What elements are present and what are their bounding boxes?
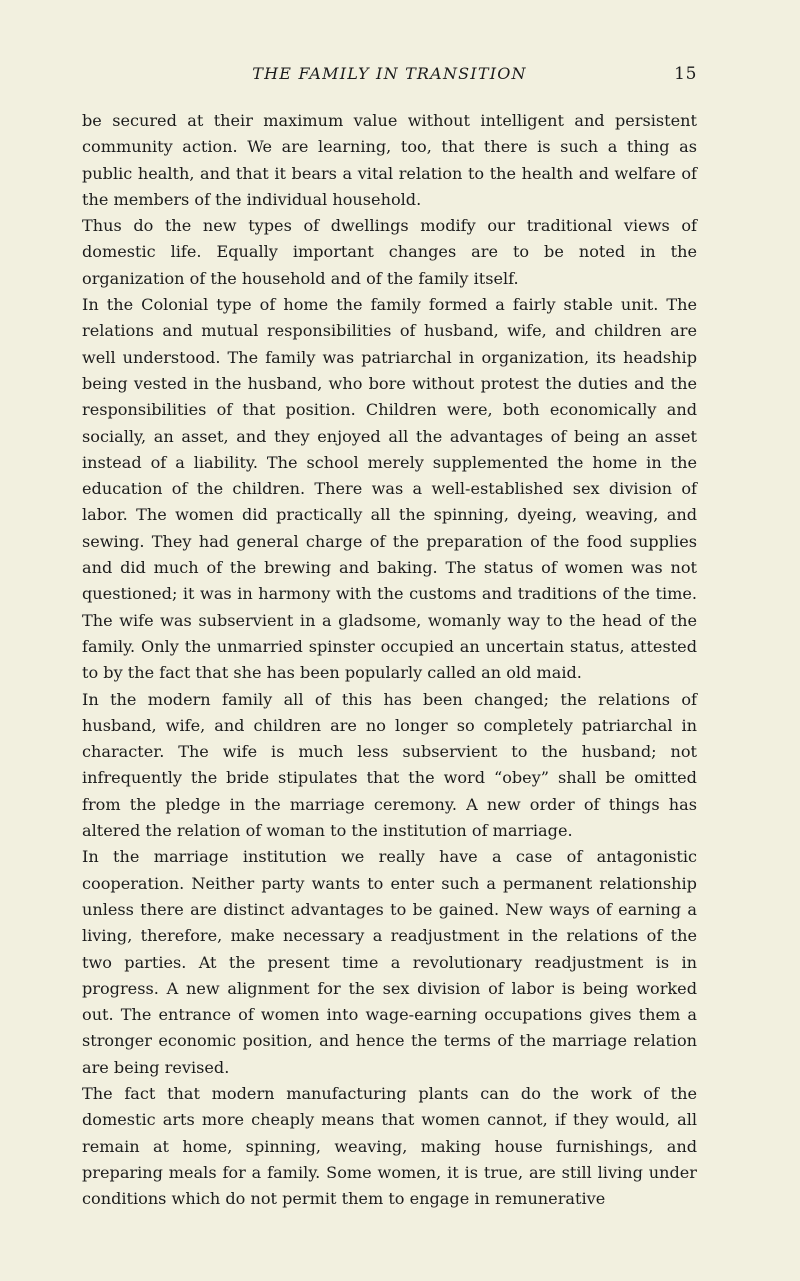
running-head bbox=[82, 60, 697, 96]
paragraph: In the Colonial type of home the family formed a fairly stable unit. The relations and mutual responsibilities of husband, wife, and children are well understood. The family was patriarchal in organization, its headship being vested in the husband, who bore without protest the duties and the responsibilities of that position. Children were, both economically and socially, an asset, and they enjoyed all the advantages of being an asset instead of a liability. The school merely supplemented the home in the education of the children. There was a well-established sex division of labor. The women did practically all the spinning, dyeing, weaving, and sewing. They had general charge of the preparation of the food supplies and did much of the brewing and baking. The status of women was not questioned; it was in harmony with the customs and traditions of the time. The wife was subservient in a gladsome, womanly way to the head of the family. Only the unmarried spinster occupied an uncertain status, attested to by the fact that she has been popularly called an old maid. bbox=[82, 295, 697, 683]
body-text bbox=[82, 108, 697, 1212]
running-title: THE FAMILY IN TRANSITION bbox=[252, 64, 527, 83]
page-number: 15 bbox=[674, 64, 697, 84]
book-page bbox=[82, 60, 697, 1212]
paragraph: be secured at their maximum value without intelligent and persistent community action. We are learning, too, that there is such a thing as public health, and that it bears a vital relation to the health and welfare of the members of the individual household. bbox=[82, 111, 697, 209]
paragraph: Thus do the new types of dwellings modify our traditional views of domestic life. Equally important changes are to be noted in the organization of the household and of the family itself. bbox=[82, 216, 697, 288]
paragraph: The fact that modern manufacturing plants can do the work of the domestic arts more cheaply means that women cannot, if they would, all remain at home, spinning, weaving, making house furnishings, and preparing meals for a family. Some women, it is true, are still living under conditions which do not permit them to engage in remunerative bbox=[82, 1083, 697, 1209]
paragraph: In the modern family all of this has been changed; the relations of husband, wife, and children are no longer so completely patriarchal in character. The wife is much less subservient to the husband; not infrequently the bride stipulates that the word “obey” shall be omitted from the pledge in the marriage ceremony. A new order of things has altered the relation of woman to the institution of marriage. bbox=[82, 689, 697, 841]
paragraph: In the marriage institution we really have a case of antagonistic cooperation. Neither party wants to enter such a permanent relationship unless there are distinct advantages to be gained. New ways of earning a living, therefore, make necessary a readjustment in the relations of the two parties. At the present time a revolutionary readjustment is in progress. A new alignment for the sex division of labor is being worked out. The entrance of women into wage-earning occupations gives them a stronger economic position, and hence the terms of the marriage relation are being revised. bbox=[82, 847, 697, 1077]
